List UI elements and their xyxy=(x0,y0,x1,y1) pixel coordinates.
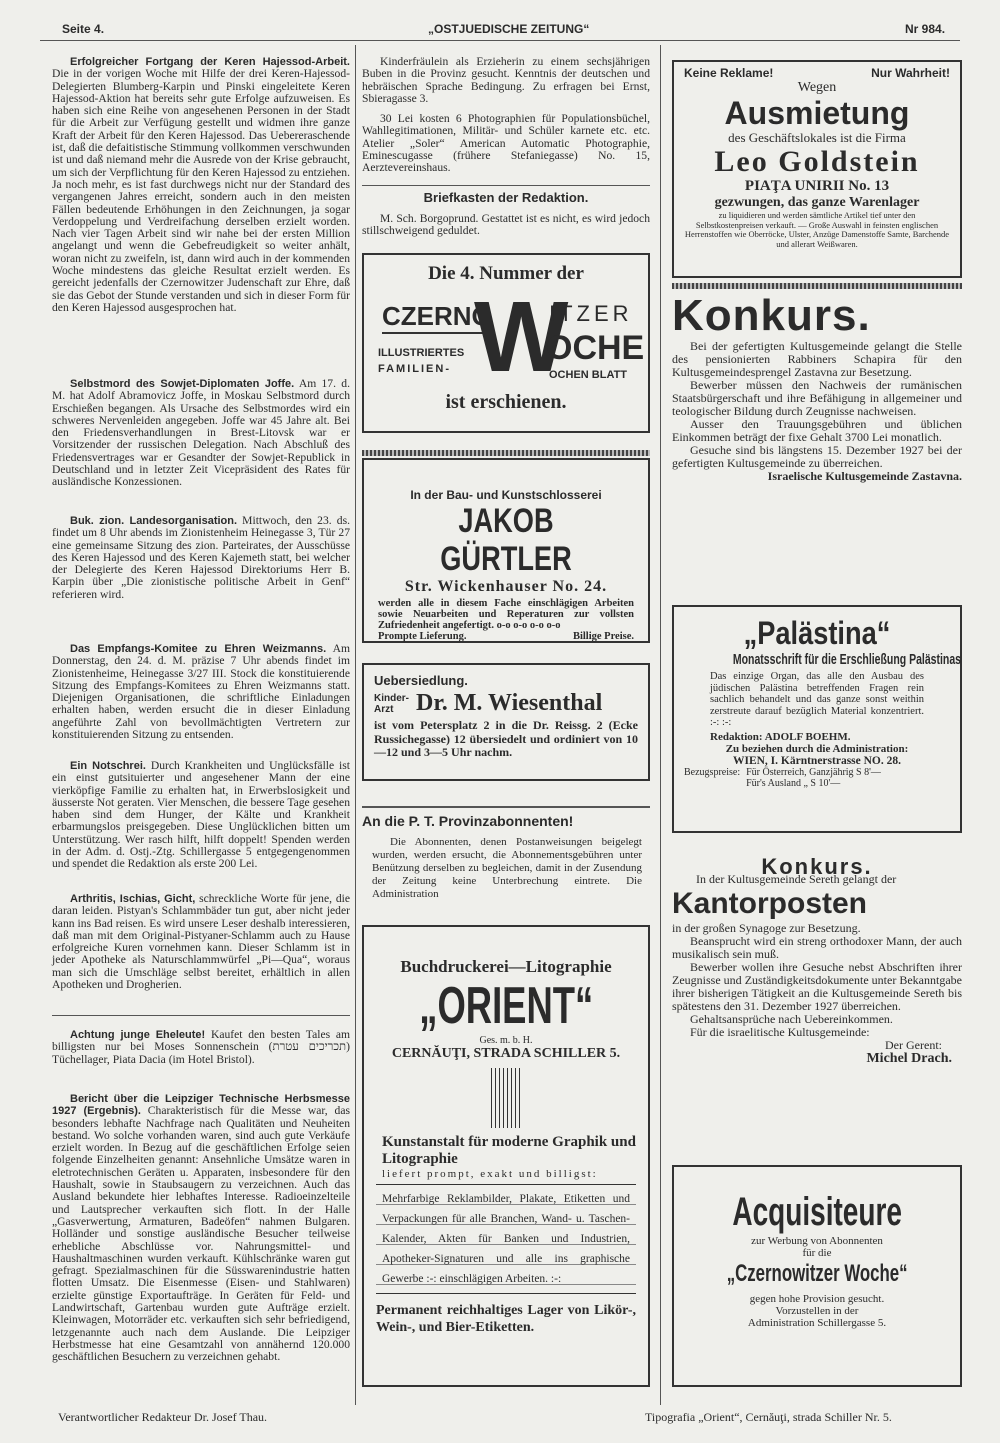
konkurs-text: Gesuche sind bis längstens 15. Dezember 1927 bei der gefertigten Kultusgemeinde zu überreichen. xyxy=(672,443,962,470)
ad-text: In der Bau- und Kunstschlosserei xyxy=(410,488,602,502)
footer-printer: Tipografia „Orient“, Cernăuţi, strada Schiller Nr. 5. xyxy=(645,1410,892,1424)
ad-text: Kunstanstalt für moderne Graphik und Litographie xyxy=(382,1134,636,1167)
article-headline: Selbstmord des Sowjet-Diplomaten Joffe. xyxy=(70,378,295,390)
ad-text: liefert prompt, exakt und billigst: xyxy=(376,1168,636,1185)
logo-text: W xyxy=(474,281,569,393)
konkurs-text: Bewerber wollen ihre Gesuche nebst Abschriften ihrer Zeugnisse und Zuständigkeitsdokumente unter Bekanntgabe ihrer bisherigen Tätigkeit an die Kultusgemeinde Sereth bis spätestens den 31. Dezember 1927 überreichen. xyxy=(672,960,962,1013)
article-text: Am 17. d. M. hat Adolf Abramovicz Joffe, in Moskau Selbstmord durch Erschießen begangen. Als Ursache des Selbstmordes wird ein schweres Nervenleiden angegeben. Joffe war 45 Jahre alt. Bei den Friedensverhandlungen in Brest-Litovsk war er Vorsitzender der russischen Delegation. Nach Abschluß des Friedensvertrages war er Gesandter der Sowjet-Republick in Deutschland und in letzter Zeit Vicepräsident des Rates für ausländische Konzessionen. xyxy=(52,377,350,489)
briefkasten-text: M. Sch. Borgoprund. Gestattet ist es nicht, es wird jedoch stillschweigend geduldet. xyxy=(362,212,650,238)
ad-wiesenthal xyxy=(362,663,650,781)
ad-text: werden alle in diesem Fache einschlägigen Arbeiten sowie Neuarbeiten und Reperaturen zur vollsten Zufriedenheit angefertigt. o-o o-o o-o o-o xyxy=(378,598,634,631)
price: Für's Ausland „ S 10'— xyxy=(746,777,841,789)
ad-text: zu liquidieren und werden sämtliche Artikel tief unter den Selbstkostenpreisen verkauft. — Große Auswahl in feinsten englischen Herrenstoffen wie Oberröcke, Ulster, Anzüge Damenstoffe Samte, Barchende und allerart Weißwaren. xyxy=(684,210,950,249)
article xyxy=(52,515,350,601)
ad-czernowitzer-woche xyxy=(362,253,650,433)
konkurs-text: Gehaltsansprüche nach Uebereinkommen. xyxy=(690,1012,893,1026)
ad-text: Buchdruckerei—Litographie xyxy=(400,957,612,976)
ad-text: Kinder-Arzt xyxy=(374,692,409,715)
ad-jakob-guertler xyxy=(362,458,650,643)
ad-headline: Acquisiteure xyxy=(732,1190,902,1234)
konkurs-text: Bei der gefertigten Kultusgemeinde gelangt die Stelle des pensionierten Rabbiners Schapira für den Kultusgemeindesprengel Zastavna zur Besetzung. xyxy=(672,339,962,379)
konkurs-text: Der Gerent: xyxy=(885,1038,942,1052)
ad-name: Dr. M. Wiesenthal xyxy=(416,690,603,716)
article-text: Charakteristisch für die Messe war, das besonders lebhafte Nachfrage nach Qualitäten und Neuheiten bestand. Wo solche vorhanden waren, sind auch gute Verkäufe erzielt worden. In Bezug auf die geschäftlichen Erfolge seien folgende Einzelheiten genannt: Ansehnliche Umsätze waren in eletrotechnischen Geräten u. Apparaten, insbesondere für den Haushalt, sowie in Staubsaugern zu verzeichnen. Auch das Ausland bekundete hier lebhaftes Interesse. Radioeinzelteile und Lautsprecher verkauften sich flott. In der Halle „Gasverwertung, Armaturen, Badeöfen“ nahmen Bulgaren. Holländer und sonstige ausländische Besucher teilweise erhebliche Abschlüsse vor. Nahrungsmittel- und Haushaltmaschinen wurden verkauft. Kühlschränke waren gut gefragt. Spezialmaschinen für die Süsswarenindustrie hatten flotten Umsatz. Die Eisenmesse (Eisen- und Stahlwaren) erzielte günstige Exportaufträge. In Geräten für Feld- und Landwirtschaft, Gartenbau wurden gute Aufträge erzielt. Kleinwagen, Motorräder etc. verkauften sich sehr befriedigend, letzgenannte auch nach dem Auslande. Die Leipziger Herbstmesse hat eine Gesamtzahl von annähernd 120.000 geschäftlichen Besuchern zu verzeichnen gehabt. xyxy=(52,1104,350,1364)
divider xyxy=(362,806,650,808)
article xyxy=(52,893,350,991)
ad-text: gezwungen, das ganze Warenlager xyxy=(714,195,920,210)
ad-headline: Ausmietung xyxy=(724,95,910,131)
konkurs-zastavna xyxy=(672,292,962,483)
briefkasten-title: Briefkasten der Redaktion. xyxy=(423,190,589,205)
price: Für Österreich, Ganzjährig S 8'— xyxy=(746,766,881,778)
woche-logo xyxy=(364,281,648,393)
konkurs-sereth xyxy=(672,854,962,1066)
article xyxy=(52,643,350,741)
article-text: Kaufet den besten Tales am billigsten nur bei Moses Sonnenschein (תכריכים עטרת) Tüchellager, Piata Dacia (im Hotel Bristol). xyxy=(52,1028,350,1066)
article-headline: Bericht über die Leipziger Technische Herbsmesse 1927 (Ergebnis). xyxy=(52,1093,350,1118)
article xyxy=(52,1093,350,1364)
ad-text: Redaktion: ADOLF BOEHM. xyxy=(710,730,851,743)
konkurs-signature: Israelische Kultusgemeinde Zastavna. xyxy=(767,469,962,483)
konkurs-text: Für die israelitische Kultusgemeinde: xyxy=(690,1025,870,1039)
konkurs-signature: Michel Drach. xyxy=(866,1051,952,1066)
article-text: Durch Krankheiten und Unglücksfälle ist ein einst gutsituierter und angesehener Mann der eine vierköpfige Familie zu erhalten hat, in Erwerbslosigkeit und äusserste Not geraten. Vier Menschen, die bessere Tage gesehen haben sind dem Hunger, der Kälte und Krankheit erbarmungslos preisgegeben. Diese Unglücklichen bitten um Unterstützung. Wer rasch hilft, hilft doppelt! Spenden werden in der Adm. d. Ostj.-Ztg. Schillergasse 5 entgegengenommen und spendet die Redaktion als erste 200 Lei. xyxy=(52,759,350,871)
issue-number: Nr 984. xyxy=(905,22,946,36)
konkurs-text: Beansprucht wird ein streng orthodoxer Mann, der auch musikalisch sein muß. xyxy=(672,934,962,961)
ad-text: Keine Reklame! xyxy=(684,66,774,80)
ad-text: Permanent reichhaltiges Lager von Likör-, Wein-, und Bier-Etiketten. xyxy=(376,1303,636,1335)
article-headline: Buk. zion. Landesorganisation. xyxy=(70,515,238,527)
divider xyxy=(52,1015,350,1016)
ad-text: Das einzige Organ, das alle den Ausbau des jüdischen Palästina betreffenden Fragen rein sachlich behandelt und das ganze sonst weithin zerstreute darauf bezüglich Material konzentriert. :-: :-: xyxy=(710,671,924,728)
ad-text: des Geschäftslokales ist die Firma xyxy=(728,130,906,145)
border-ornament xyxy=(362,450,650,456)
ad-address: WIEN, I. Kärntnerstrasse NO. 28. xyxy=(732,754,902,767)
logo-text: CZERNO xyxy=(382,301,492,334)
ad-name: „ORIENT“ xyxy=(419,977,593,1035)
konkurs-headline: Kantorposten xyxy=(672,887,867,920)
footer-editor: Verantwortlicher Redakteur Dr. Josef Thau. xyxy=(58,1410,268,1424)
ad-text: ist erschienen. xyxy=(445,391,567,413)
ad-text: Nur Wahrheit! xyxy=(871,66,950,80)
konkurs-title: Konkurs. xyxy=(672,291,871,340)
article-text: Am Donnerstag, den 24. d. M. präzise 7 Uhr abends findet im Zionistenheime, Heinegasse 3/27 III. Stock die konstituierende Sitzung des Empfangs-Komitees zu Ehren Weizmanns statt. Diejenigen Organisationen, die schriftliche Einladungen erhalten haben, werden ersucht die in dieser Einladung angeführte Zahl von bevollmächtigten Vertretern zur konstituierenden Sitzung zu entsenden. xyxy=(52,642,350,742)
column-divider xyxy=(355,45,356,1405)
ad-text: Bezugspreise: xyxy=(684,766,741,778)
logo-text: OCHEN BLATT xyxy=(549,369,628,381)
ad-text: zur Werbung von Abonnenten für die xyxy=(751,1235,883,1259)
classified-kinderfraeulein: Kinderfräulein als Erzieherin zu einem sechsjährigen Buben in die Provinz gesucht. Kenntnis der deutschen und hebräischen Sprache Bedingung. Zu erfragen bei Ernst, Sbieragasse 3. xyxy=(362,55,650,105)
ad-headline: „Palästina“ xyxy=(743,615,891,651)
article xyxy=(52,56,350,314)
ad-orient xyxy=(362,925,650,1387)
ad-address: PIAŢA UNIRII No. 13 xyxy=(744,178,890,194)
ad-text: Ges. m. b. H. xyxy=(479,1035,533,1046)
ad-text: Prompte Lieferung. xyxy=(378,631,467,642)
newspaper-title: „OSTJUEDISCHE ZEITUNG“ xyxy=(428,22,590,36)
ad-acquisiteure xyxy=(672,1165,962,1387)
logo-text: ITZER xyxy=(549,301,633,326)
article-headline: Arthritis, Ischias, Gicht, xyxy=(70,893,196,905)
article xyxy=(52,1029,350,1066)
ad-text: ist vom Petersplatz 2 in die Dr. Reissg. 2 (Ecke Russichegasse) 12 übersiedelt und ordiniert von 10—12 und 3—5 Uhr nachm. xyxy=(374,718,638,759)
article xyxy=(52,378,350,489)
decorative-lines xyxy=(491,1068,521,1128)
article-text: schreckliche Worte für jene, die daran leiden. Pistyan's Schlammbäder tun gut, aber nicht jeder kann ins Bad reisen. Es wird unsere Leser deshalb interessieren, daß man mit dem Original-Pistyaner-Schlamm auch zu Hause erfolgreiche Kuren vornehmen kann. Dieser Schlamm ist in jeder Apotheke als Naturschlammwürfel „Pi—Qua“, woraus man sich die Umschläge selbst bereitet, erhältlich in allen Apotheken und Drogherien. xyxy=(52,892,350,992)
page-number: Seite 4. xyxy=(62,22,105,36)
article-text: Mittwoch, den 23. ds. findet um 8 Uhr abends im Zionistenheim Heinegasse 3, Tür 27 eine gemeinsame Sitzung des zion. Parteirates, der Ausschüsse des Keren Hajessod und des Keren Kajemeth statt, bei welcher der Delegierte des Keren Hajessod Direktoriums Herr B. Karpin über „Die zionistische politische Arbeit in Genf“ referieren wird. xyxy=(52,514,350,601)
article-text: Die in der vorigen Woche mit Hilfe der drei Keren-Hajessod-Delegierten Blumberg-Karpin und Pinski eingeleitete Keren Hajessod-Aktion hat bereits sehr gute Erfolge aufzuweisen. Es haben sich eine Reihe von angesehenen Personen in der Stadt für die Arbeit zur Verfügung gestellt und widmen ihre ganze Kraft der Arbeit für den Keren Hajessod. Das Uebereraschende ist, daß die defaitistische Stimmung vollkommen verschwunden ist und daß niemand mehr die Ausrede von der Krise gebraucht, um sich der Verpflichtung für den Keren Hajessod zu entziehen. Ja noch mehr, es ist fast durchwegs nicht nur der Standard des vergangenen Jahres erreicht, sondern auch in den meisten Fällen bedeutende Erhöhungen in den Zeichnungen, ja sogar Verdoppelung und Verdreifachung derselben erzielt worden. Nach vier Tagen Arbeit sind wir nahe bei der ersten Million angelangt und wenn die Gebefreudigkeit so weiter anhält, woran nicht zu zweifeln, ist, dann wird auch in der kommenden Woche mindestens das gleiche Resultat erzielt werden. Es gereicht jedenfalls der Czernowitzer Judenschaft zur Ehre, daß sie das Gebot der Stunde verstanden und sich in dieser Form für den Keren Hajessod ausgesprochen hat. xyxy=(52,67,350,314)
ad-subtitle: Monatsschrift für die Erschließung Palästinas xyxy=(732,651,962,668)
article-headline: Ein Notschrei. xyxy=(70,760,146,772)
konkurs-text: In der Kultusgemeinde Sereth gelangt der xyxy=(696,872,897,886)
ad-name: JAKOB GÜRTLER xyxy=(440,502,572,578)
ad-address: Str. Wickenhauser No. 24. xyxy=(404,578,608,595)
ad-text: Wegen xyxy=(797,80,837,95)
article-headline: Erfolgreicher Fortgang der Keren Hajessod-Arbeit. xyxy=(70,56,350,68)
article xyxy=(52,760,350,871)
konkurs-text: Ausser den Trauungsgebühren und üblichen Einkommen beträgt der fixe Gehalt 3700 Lei monatlich. xyxy=(672,417,962,444)
ad-leo-goldstein xyxy=(672,60,962,278)
ad-name: „Czernowitzer Woche“ xyxy=(726,1260,908,1287)
ad-text: Zu beziehen durch die Administration: xyxy=(725,742,909,755)
ad-palaestina xyxy=(672,605,962,833)
provinzabonnenten-title: An die P. T. Provinzabonnenten! xyxy=(362,813,574,829)
ad-name: Leo Goldstein xyxy=(714,145,920,178)
konkurs-title: Konkurs. xyxy=(761,854,873,879)
konkurs-text: Bewerber müssen den Nachweis der rumänischen Staatsbürgerschaft und ihre Befähigung in allgemeiner und teologischer Bildung durch Zeugnisse nachweisen. xyxy=(672,378,962,418)
classified-photo: 30 Lei kosten 6 Photographien für Populationsbüchel, Wahllegitimationen, Militär- und Schüler karnete etc. etc. Atelier „Soler“ American Automatic Photographie, Eminescugasse (frühere Stefaniegasse) No. 15, Aerztevereinshaus. xyxy=(362,112,650,175)
ad-address: CERNĂUŢI, STRADA SCHILLER 5. xyxy=(391,1046,621,1061)
ad-text: gegen hohe Provision gesucht. Vorzustellen in der Administration Schillergasse 5. xyxy=(747,1293,887,1329)
divider xyxy=(362,185,650,186)
ad-title: Uebersiedlung. xyxy=(374,673,468,688)
provinzabonnenten-text: Die Abonnenten, denen Postanweisungen beigelegt wurden, werden ersucht, die Abonnementsgebühren unter Benützung derselben zu begleichen, damit in der Zusendung der Zeitung keine Unterbrechung eintrete. Die Administration xyxy=(372,836,642,900)
logo-text: ILLUSTRIERTES xyxy=(378,347,465,359)
column-divider xyxy=(660,45,661,1405)
header-rule xyxy=(40,40,960,41)
ad-text: Die 4. Nummer der xyxy=(428,263,584,284)
border-ornament xyxy=(672,283,962,289)
logo-text: FAMILIEN- xyxy=(378,363,451,375)
konkurs-text: in der großen Synagoge zur Besetzung. xyxy=(672,921,861,935)
ad-text: Billige Preise. xyxy=(572,631,634,642)
ad-list: Mehrfarbige Reklambilder, Plakate, Etiketten und Verpackungen für alle Branchen, Wand- u. Taschen-Kalender, Akten für Banken und Industrien, Apotheker-Signaturen und alle ins graphische Gewerbe :-: einschlägigen Arbeiten. :-: xyxy=(376,1185,636,1294)
article-headline: Das Empfangs-Komitee zu Ehren Weizmanns. xyxy=(70,643,327,655)
article-headline: Achtung junge Eheleute! xyxy=(70,1029,206,1041)
logo-text: OCHE xyxy=(546,329,645,367)
